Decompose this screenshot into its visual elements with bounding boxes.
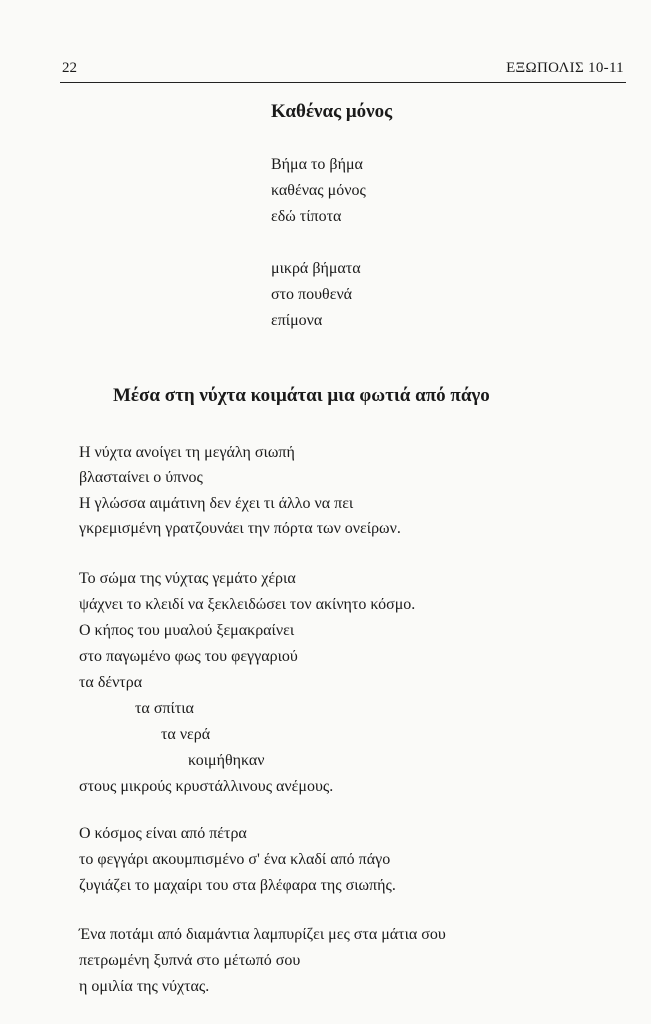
poem-line: στο παγωμένο φως του φεγγαριού	[79, 648, 298, 665]
poem-line: βλασταίνει ο ύπνος	[79, 469, 203, 487]
poem-line: εδώ τίποτα	[271, 208, 342, 225]
page-header	[60, 58, 626, 83]
poem-line: καθένας μόνος	[271, 182, 366, 199]
poem-stanza	[271, 152, 366, 230]
page-number: 22	[62, 60, 77, 76]
poem-line: τα νερά	[161, 726, 211, 743]
poem-title: Καθένας μόνος	[271, 101, 393, 122]
poem-stanza	[79, 566, 415, 800]
poem-title: Μέσα στη νύχτα κοιμάται μια φωτιά από πάγο	[113, 385, 490, 406]
poem-stanza	[79, 821, 396, 899]
poem-line: πετρωμένη ξυπνά στο μέτωπό σου	[79, 952, 301, 969]
poem-line: ζυγιάζει το μαχαίρι του στα βλέφαρα της σιωπής.	[79, 877, 396, 894]
poem-line: γκρεμισμένη γρατζουνάει την πόρτα των ονείρων.	[79, 519, 401, 537]
poem-line: Ο κόσμος είναι από πέτρα	[79, 825, 247, 842]
poem-line: επίμονα	[271, 312, 323, 329]
poem-line: ψάχνει το κλειδί να ξεκλειδώσει τον ακίνητο κόσμο.	[79, 596, 416, 613]
poem-line: τα σπίτια	[135, 700, 194, 717]
poem-line: κοιμήθηκαν	[188, 752, 265, 769]
poem-line: Ένα ποτάμι από διαμάντια λαμπυρίζει μες στα μάτια σου	[79, 926, 446, 943]
poem-line: το φεγγάρι ακουμπισμένο σ' ένα κλαδί από πάγο	[79, 851, 391, 868]
poem-line: η ομιλία της νύχτας.	[79, 978, 210, 995]
poem-line: Βήμα το βήμα	[271, 156, 363, 173]
journal-title: ΕΞΩΠΟΛΙΣ 10-11	[506, 60, 624, 76]
poem-line: στους μικρούς κρυστάλλινους ανέμους.	[79, 778, 334, 795]
poem-line: τα δέντρα	[79, 674, 143, 691]
poem-line: Ο κήπος του μυαλού ξεμακραίνει	[79, 622, 295, 639]
poem-line: μικρά βήματα	[271, 260, 361, 277]
poem-stanza	[79, 440, 401, 541]
poem-line: στο πουθενά	[271, 286, 353, 303]
poem-line: Η γλώσσα αιμάτινη δεν έχει τι άλλο να πει	[79, 494, 354, 512]
poem-stanza	[271, 256, 361, 334]
poem-line: Η νύχτα ανοίγει τη μεγάλη σιωπή	[79, 444, 295, 461]
poem-line: Το σώμα της νύχτας γεμάτο χέρια	[79, 570, 296, 587]
poem-stanza	[79, 922, 446, 1000]
